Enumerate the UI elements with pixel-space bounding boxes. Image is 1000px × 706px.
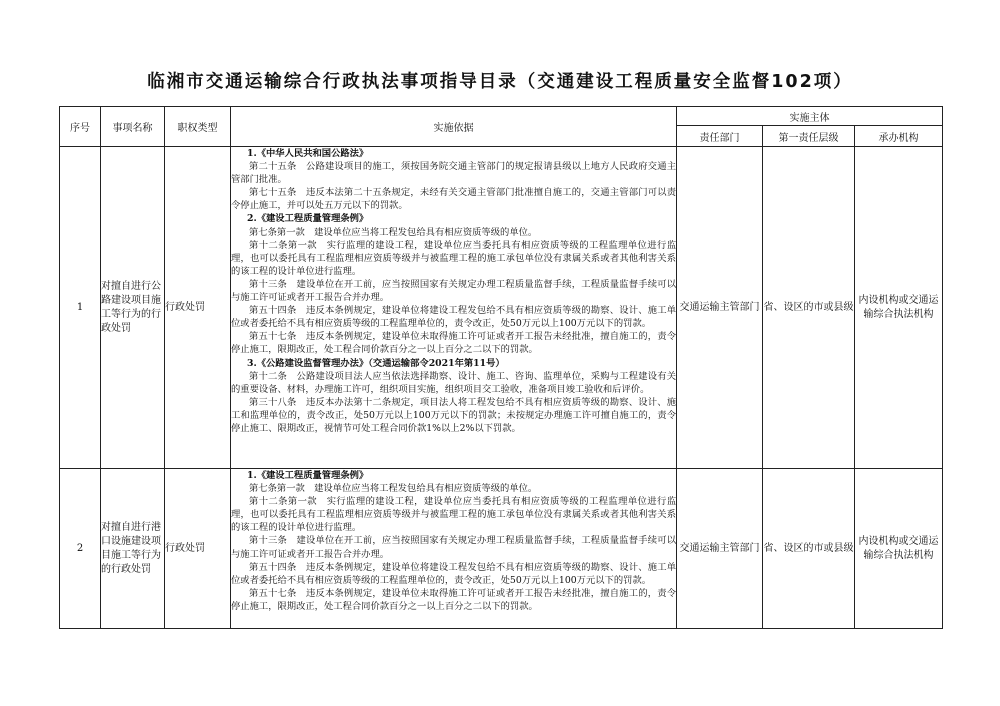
law-article: 第十三条 建设单位在开工前，应当按照国家有关规定办理工程质量监督手续，工程质量监督手续可以与施工许可证或者开工报告合并办理。 [231, 278, 676, 304]
row-item-name: 对擅自进行港口设施建设项目施工等行为的行政处罚 [101, 469, 165, 629]
header-type: 职权类型 [165, 107, 231, 147]
law-article: 第五十七条 违反本条例规定，建设单位未取得施工许可证或者开工报告未经批准，擅自施工的，责令停止施工，限期改正，处工程合同价款百分之一以上百分之二以下的罚款。 [231, 331, 676, 356]
row-basis [231, 469, 677, 629]
row-seq: 1 [60, 147, 101, 469]
header-dept: 责任部门 [677, 126, 763, 147]
table-row [60, 147, 943, 469]
header-org: 承办机构 [855, 126, 943, 147]
law-title: 3.《公路建设监督管理办法》（交通运输部令2021年第11号） [247, 357, 505, 369]
row-power-type: 行政处罚 [165, 469, 231, 629]
row-org: 内设机构或交通运输综合执法机构 [855, 147, 943, 469]
law-title: 2.《建设工程质量管理条例》 [247, 213, 369, 225]
law-article: 第十二条 公路建设项目法人应当依法选择勘察、设计、施工、咨询、监理单位，采购与工程建设有关的重要设备、材料，办理施工许可，组织项目实施，组织项目交工验收，准备项目竣工验收和后评价。 [231, 370, 676, 395]
header-basis: 实施依据 [231, 107, 677, 147]
header-row-1 [60, 107, 943, 126]
row-level: 省、设区的市或县级 [763, 147, 855, 469]
law-article: 第二十五条 公路建设项目的施工，须按国务院交通主管部门的规定报请县级以上地方人民政府交通主管部门批准。 [231, 161, 676, 186]
row-seq: 2 [60, 469, 101, 629]
row-dept: 交通运输主管部门 [677, 147, 763, 469]
header-seq: 序号 [60, 107, 101, 147]
law-article: 第七条第一款 建设单位应当将工程发包给具有相应资质等级的单位。 [249, 483, 538, 495]
row-basis [231, 147, 677, 469]
row-dept: 交通运输主管部门 [677, 469, 763, 629]
document-title: 临湘市交通运输综合行政执法事项指导目录（交通建设工程质量安全监督102项） [147, 72, 853, 92]
law-article: 第三十八条 违反本办法第十二条规定，项目法人将工程发包给不具有相应资质等级的勘察、设计、施工和监理单位的，责令改正，处50万元以上100万元以下的罚款；未按规定办理施工许可擅自施工的，责令停止施工、限期改正，视情节可处工程合同价款1%以上2%以下罚款。 [231, 396, 676, 434]
law-article: 第十二条第一款 实行监理的建设工程，建设单位应当委托具有相应资质等级的工程监理单位进行监理，也可以委托具有工程监理相应资质等级并与被监理工程的施工承包单位没有隶属关系或者其他利害关系的该工程的设计单位进行监理。 [231, 239, 676, 277]
law-article: 第十三条 建设单位在开工前，应当按照国家有关规定办理工程质量监督手续，工程质量监督手续可以与施工许可证或者开工报告合并办理。 [231, 535, 676, 560]
row-item-name: 对擅自进行公路建设项目施工等行为的行政处罚 [101, 147, 165, 469]
law-article: 第七十五条 违反本法第二十五条规定，未经有关交通主管部门批准擅自施工的，交通主管部门可以责令停止施工，并可以处五万元以下的罚款。 [231, 187, 676, 212]
law-article: 第十二条第一款 实行监理的建设工程，建设单位应当委托具有相应资质等级的工程监理单位进行监理，也可以委托具有工程监理相应资质等级并与被监理工程的施工承包单位没有隶属关系或者其他利害关系的该工程的设计单位进行监理。 [231, 496, 676, 534]
law-title: 1.《建设工程质量管理条例》 [247, 470, 369, 481]
law-title: 1.《中华人民共和国公路法》 [247, 148, 369, 159]
header-name: 事项名称 [101, 107, 165, 147]
row-power-type: 行政处罚 [165, 147, 231, 469]
header-subject: 实施主体 [677, 107, 943, 126]
law-article: 第五十四条 违反本条例规定，建设单位将建设工程发包给不具有相应资质等级的勘察、设计、施工单位或者委托给不具有相应资质等级的工程监理单位的，责令改正，处50万元以上100万元以下的罚款。 [231, 305, 676, 330]
enforcement-table [59, 106, 943, 629]
law-article: 第七条第一款 建设单位应当将工程发包给具有相应资质等级的单位。 [249, 226, 538, 238]
header-level: 第一责任层级 [763, 126, 855, 147]
table-row [60, 469, 943, 629]
law-article: 第五十七条 违反本条例规定，建设单位未取得施工许可证或者开工报告未经批准，擅自施工的，责令停止施工，限期改正，处工程合同价款百分之一以上百分之二以下的罚款。 [231, 587, 676, 612]
row-org: 内设机构或交通运输综合执法机构 [855, 469, 943, 629]
row-level: 省、设区的市或县级 [763, 469, 855, 629]
law-article: 第五十四条 违反本条例规定，建设单位将建设工程发包给不具有相应资质等级的勘察、设计、施工单位或者委托给不具有相应资质等级的工程监理单位的，责令改正，处50万元以上100万元以下的罚款。 [231, 561, 676, 586]
